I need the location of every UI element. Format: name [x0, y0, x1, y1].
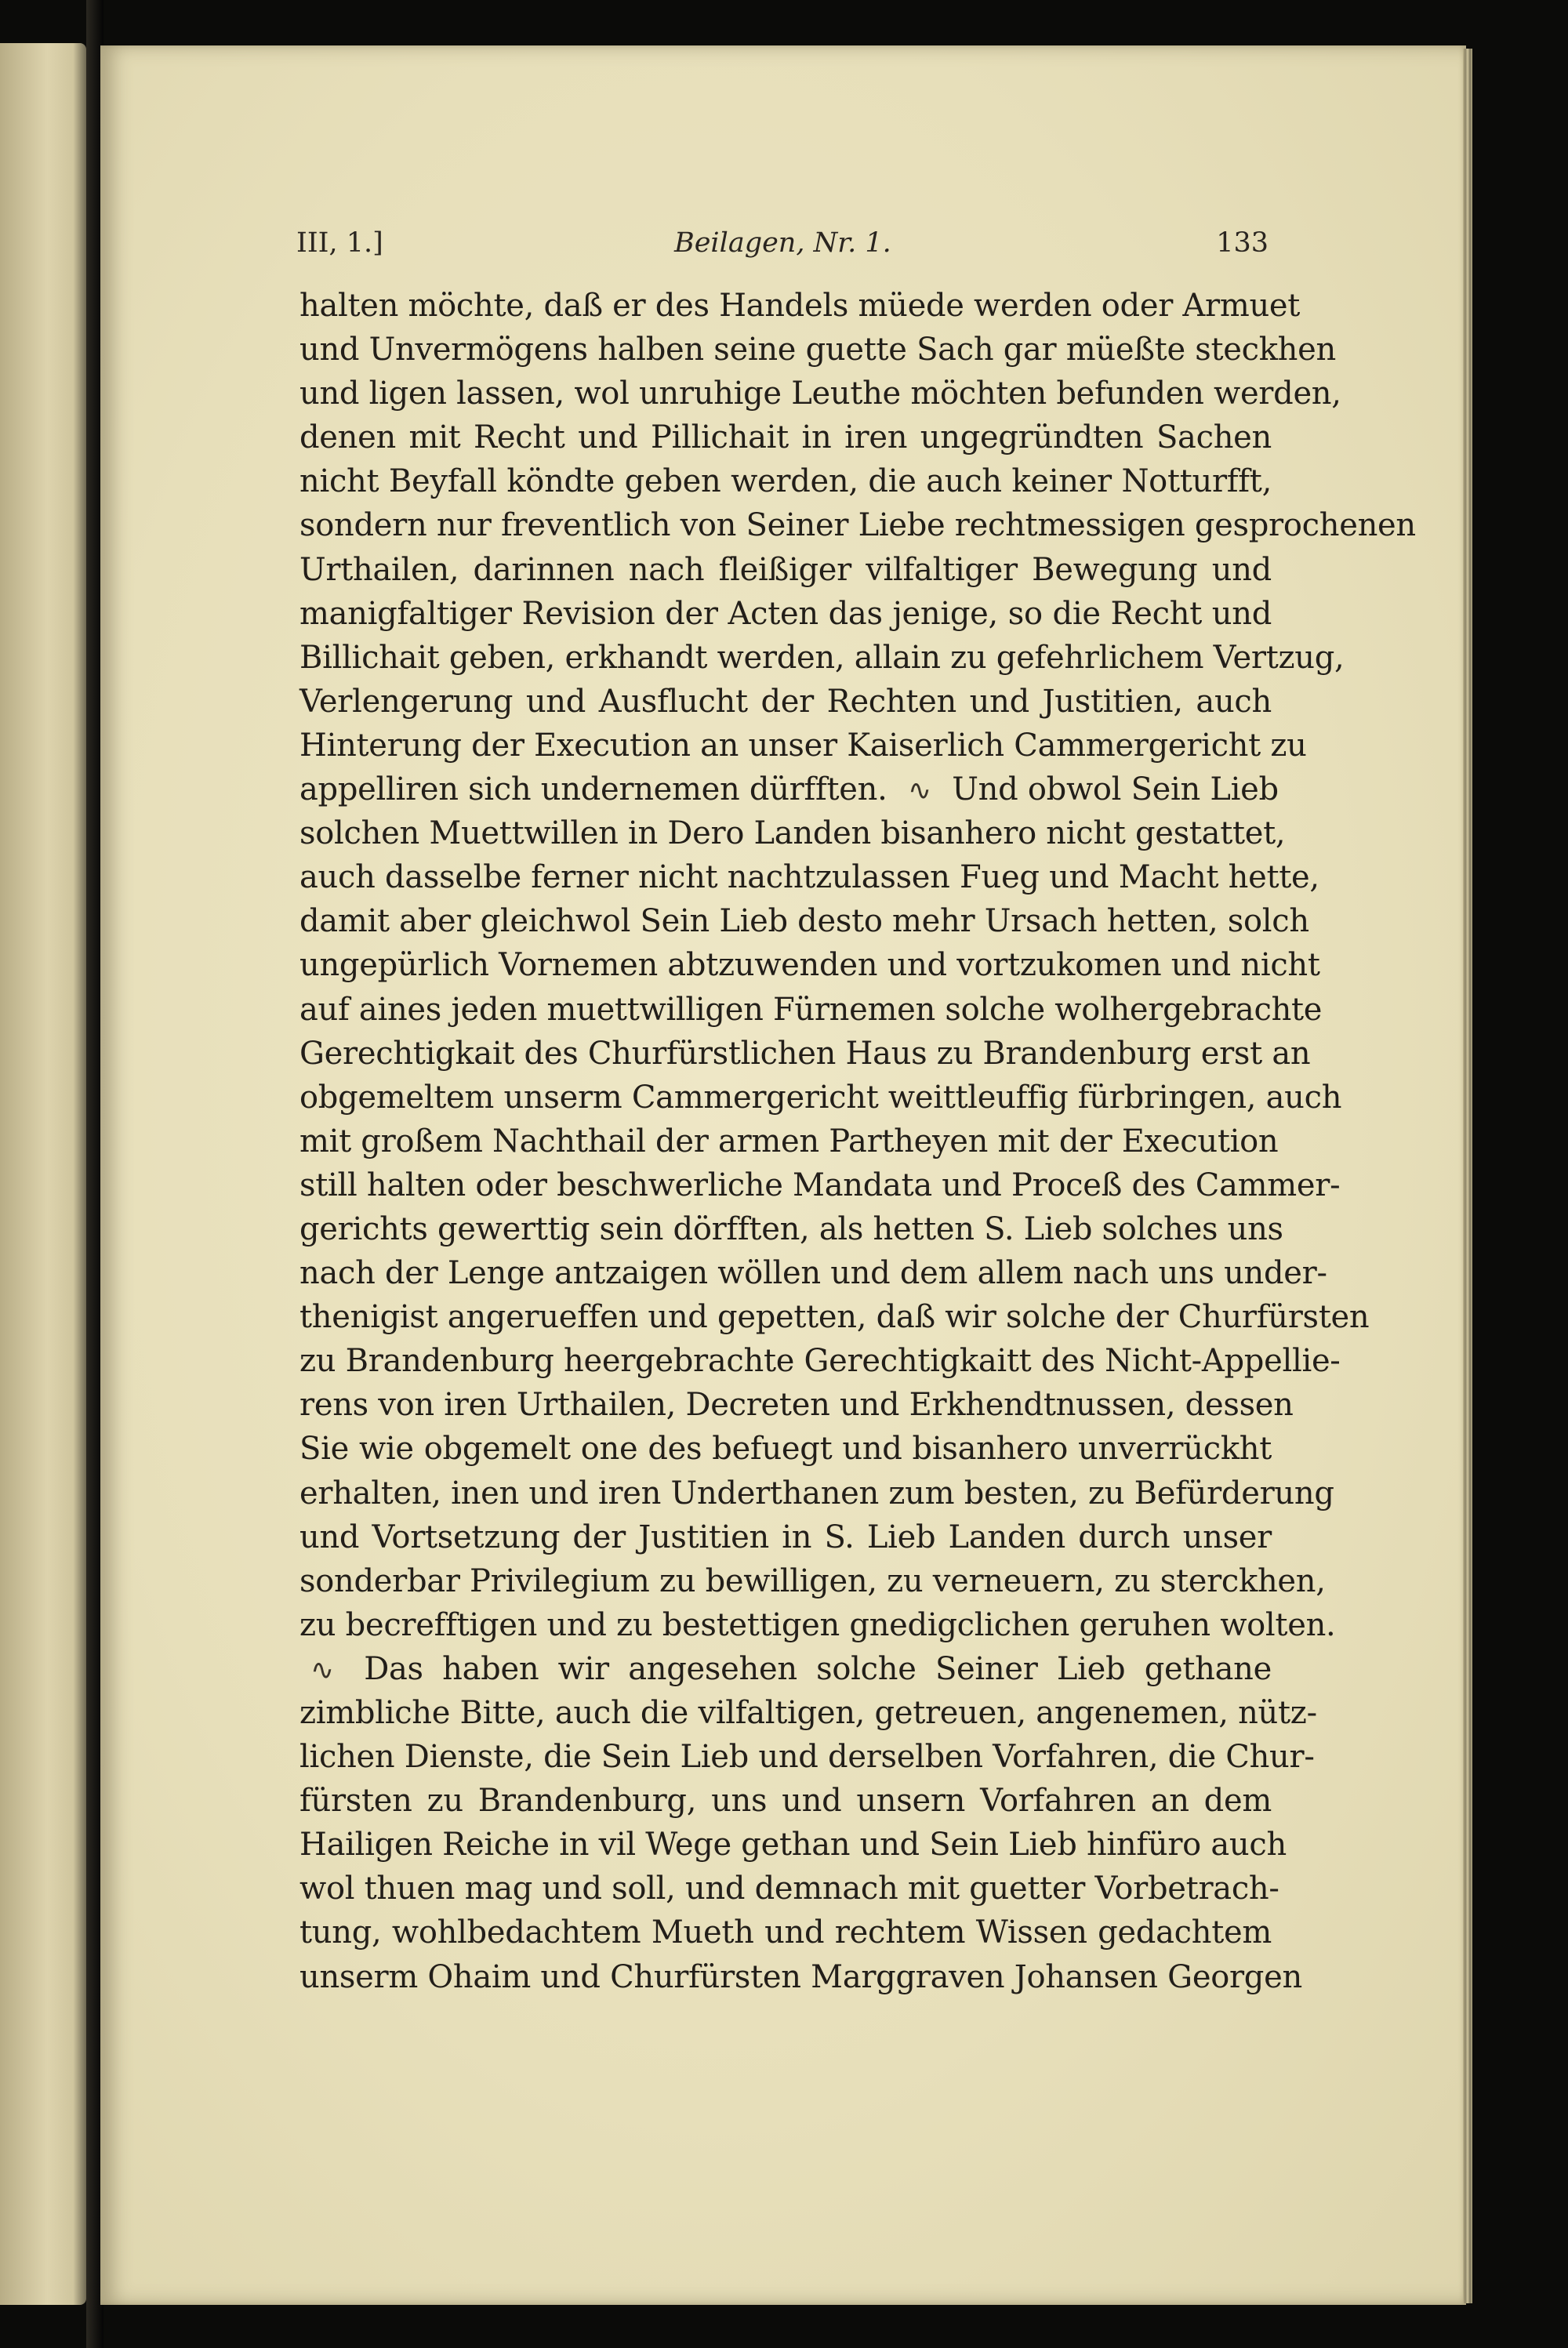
text-line: still halten oder beschwerliche Mandata und Proceß des Cammer- — [299, 1167, 1341, 1203]
text-line: unserm Ohaim und Churfürsten Marggraven Johansen Georgen — [299, 1958, 1302, 1995]
text-line: rens von iren Urthailen, Decreten und Erkhendtnussen, dessen — [299, 1387, 1294, 1424]
text-segment: Und obwol Sein Lieb — [952, 771, 1279, 808]
text-line: Verlengerung und Ausflucht der Rechten und Justitien, auch — [299, 683, 1272, 720]
facing-page-edge — [0, 43, 86, 2305]
text-segment: Das haben wir angesehen solche Seiner Lieb gethane — [364, 1650, 1272, 1687]
text-line: tung, wohlbedachtem Mueth und rechtem Wissen gedachtem — [299, 1914, 1272, 1951]
text-line: obgemeltem unserm Cammergericht weittleuffig fürbringen, auch — [299, 1079, 1342, 1116]
text-line: zu becrefftigen und zu bestettigen gnedigclichen geruhen wolten. — [299, 1606, 1336, 1643]
text-segment: appelliren sich undernemen dürfften. — [299, 771, 887, 808]
text-line: solchen Muettwillen in Dero Landen bisanhero nicht gestattet, — [299, 815, 1286, 852]
page-stack-edge — [1463, 49, 1472, 2303]
text-line: Billichait geben, erkhandt werden, allain zu gefehrlichem Vertzug, — [299, 639, 1345, 676]
text-line: wol thuen mag und soll, und demnach mit guetter Vorbetrach- — [299, 1871, 1279, 1907]
text-line: zimbliche Bitte, auch die vilfaltigen, getreuen, angenemen, nütz- — [299, 1695, 1317, 1731]
text-line: manigfaltiger Revision der Acten das jenige, so die Recht und — [299, 595, 1272, 632]
text-line: und Vortsetzung der Justitien in S. Lieb Landen durch unser — [299, 1519, 1272, 1555]
flourish-ornament-icon: ∿ — [907, 775, 931, 807]
text-line: zu Brandenburg heergebrachte Gerechtigkaitt des Nicht-Appellie- — [299, 1343, 1341, 1380]
text-line: denen mit Recht und Pillichait in iren ungegründten Sachen — [299, 419, 1272, 456]
text-line: ungepürlich Vornemen abtzuwenden und vortzukomen und nicht — [299, 947, 1320, 984]
text-line: nicht Beyfall köndte geben werden, die auch keiner Notturfft, — [299, 463, 1272, 500]
text-line: auch dasselbe ferner nicht nachtzulassen Fueg und Macht hette, — [299, 859, 1319, 896]
flourish-ornament-icon: ∿ — [310, 1653, 334, 1686]
text-line: mit großem Nachthail der armen Partheyen mit der Execution — [299, 1123, 1279, 1159]
text-line: und ligen lassen, wol unruhige Leuthe möchten befunden werden, — [299, 376, 1341, 412]
running-title: Beilagen, Nr. 1. — [674, 227, 891, 259]
text-line: Gerechtigkait des Churfürstlichen Haus zu Brandenburg erst an — [299, 1035, 1311, 1072]
body-text — [299, 284, 1416, 1999]
text-line: fürsten zu Brandenburg, uns und unsern Vorfahren an dem — [299, 1783, 1272, 1820]
section-reference: III, 1.] — [296, 227, 383, 259]
text-line: Sie wie obgemelt one des befuegt und bisanhero unverrückht — [299, 1431, 1272, 1468]
text-line: damit aber gleichwol Sein Lieb desto mehr Ursach hetten, solch — [299, 903, 1309, 940]
text-line: Urthailen, darinnen nach fleißiger vilfaltiger Bewegung und — [299, 551, 1272, 588]
page-header — [296, 227, 1269, 267]
text-line: nach der Lenge antzaigen wöllen und dem allem nach uns under- — [299, 1255, 1327, 1292]
text-line: und Unvermögens halben seine guette Sach gar müeßte steckhen — [299, 332, 1336, 368]
text-line: halten möchte, daß er des Handels müede werden oder Armuet — [299, 288, 1301, 324]
text-line: sondern nur freventlich von Seiner Liebe rechtmessigen gesprochenen — [299, 507, 1416, 544]
text-line: sonderbar Privilegium zu bewilligen, zu verneuern, zu sterckhen, — [299, 1562, 1326, 1599]
text-line — [299, 1647, 1272, 1691]
text-line: erhalten, inen und iren Underthanen zum besten, zu Befürderung — [299, 1475, 1334, 1512]
text-line: gerichts gewerttig sein dörfften, als hetten S. Lieb solches uns — [299, 1210, 1283, 1247]
text-line: Hinterung der Execution an unser Kaiserlich Cammergericht zu — [299, 727, 1307, 764]
text-line: Hailigen Reiche in vil Wege gethan und Sein Lieb hinfüro auch — [299, 1827, 1287, 1864]
text-line: lichen Dienste, die Sein Lieb und derselben Vorfahren, die Chur- — [299, 1739, 1315, 1776]
text-line — [299, 768, 1279, 811]
text-line: thenigist angerueffen und gepetten, daß wir solche der Churfürsten — [299, 1299, 1370, 1336]
page-number: 133 — [1216, 227, 1269, 259]
text-line: auf aines jeden muettwilligen Fürnemen solche wolhergebrachte — [299, 991, 1323, 1028]
